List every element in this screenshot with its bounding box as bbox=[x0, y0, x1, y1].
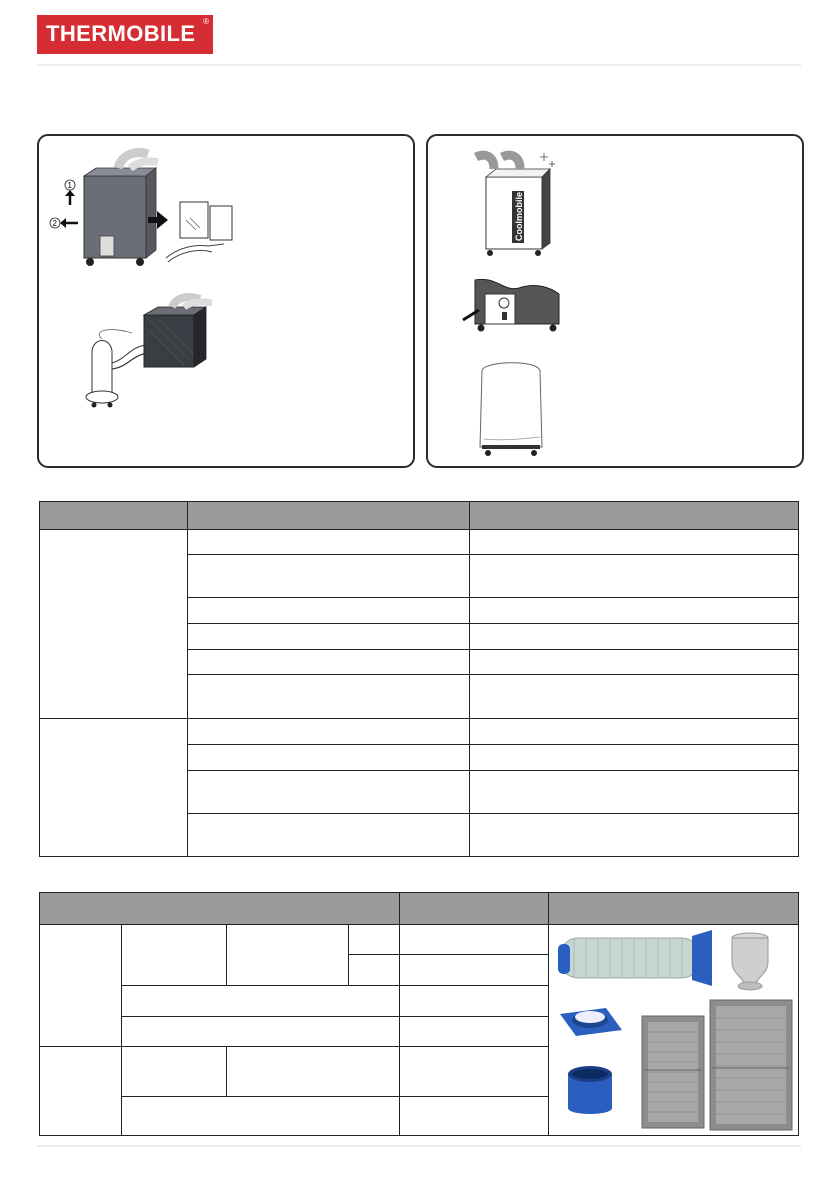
item-cell bbox=[121, 986, 399, 1017]
solution-cell bbox=[470, 555, 799, 598]
item-cell bbox=[121, 1097, 399, 1136]
registered-mark: ® bbox=[203, 17, 209, 26]
solution-cell bbox=[470, 813, 799, 856]
table-header-cell bbox=[40, 502, 188, 530]
item-cell bbox=[348, 955, 399, 986]
unit-drawing bbox=[84, 153, 158, 266]
solution-cell bbox=[470, 770, 799, 813]
cause-cell bbox=[187, 718, 470, 744]
cause-cell bbox=[187, 650, 470, 675]
unit-base-drawing bbox=[463, 279, 559, 331]
step-2-marker bbox=[50, 218, 78, 228]
unit-base-illustration bbox=[457, 266, 565, 338]
item-cell bbox=[348, 924, 399, 955]
table-header-cell bbox=[187, 502, 470, 530]
solution-cell bbox=[470, 650, 799, 675]
code-cell bbox=[399, 955, 549, 986]
cause-cell bbox=[187, 744, 470, 770]
cause-cell bbox=[187, 624, 470, 650]
solution-cell bbox=[470, 598, 799, 624]
dust-cover-drawing bbox=[480, 363, 542, 456]
problem-cell bbox=[40, 530, 188, 718]
covered-unit-illustration bbox=[472, 359, 550, 459]
category-cell bbox=[40, 924, 122, 1047]
accessory-photos bbox=[554, 922, 796, 1134]
solution-cell bbox=[470, 530, 799, 555]
code-cell bbox=[399, 1097, 549, 1136]
filter-removal-illustration bbox=[48, 148, 238, 273]
code-cell bbox=[399, 986, 549, 1017]
reducer-nozzle-photo bbox=[732, 933, 768, 990]
table-header-cell bbox=[549, 893, 799, 925]
cause-cell bbox=[187, 675, 470, 718]
solution-cell bbox=[470, 718, 799, 744]
item-cell bbox=[226, 1047, 399, 1097]
cause-cell bbox=[187, 530, 470, 555]
filter-large-photo bbox=[710, 1000, 792, 1130]
unit-drawing bbox=[476, 155, 550, 256]
step-1-label: 1 bbox=[67, 181, 72, 190]
thermobile-logo bbox=[37, 15, 213, 54]
table-header-cell bbox=[470, 502, 799, 530]
hand-cleaning-drawing bbox=[166, 202, 232, 262]
code-cell bbox=[399, 1016, 549, 1047]
problem-cell bbox=[40, 718, 188, 856]
step-2-label: 2 bbox=[52, 219, 57, 228]
item-cell bbox=[121, 1016, 399, 1047]
vacuum-cleaner-drawing bbox=[86, 330, 148, 408]
item-cell bbox=[121, 924, 226, 985]
table-header-cell bbox=[399, 893, 549, 925]
code-cell bbox=[399, 1047, 549, 1097]
solution-cell bbox=[470, 675, 799, 718]
solution-cell bbox=[470, 744, 799, 770]
vacuum-cleaning-illustration bbox=[72, 293, 232, 415]
logo-text: THERMOBILE bbox=[46, 21, 196, 46]
header-rule bbox=[37, 64, 801, 66]
category-cell bbox=[40, 1047, 122, 1136]
code-cell bbox=[399, 924, 549, 955]
solution-cell bbox=[470, 624, 799, 650]
sparkle-icon bbox=[540, 153, 555, 167]
step-1-marker bbox=[65, 180, 75, 205]
troubleshooting-table bbox=[39, 501, 799, 857]
cause-cell bbox=[187, 770, 470, 813]
cause-cell bbox=[187, 813, 470, 856]
unit-front-illustration bbox=[466, 147, 562, 259]
cause-cell bbox=[187, 555, 470, 598]
item-cell bbox=[121, 1047, 226, 1097]
product-label: Coolmobile bbox=[514, 192, 524, 241]
footer-rule bbox=[37, 1145, 801, 1147]
cause-cell bbox=[187, 598, 470, 624]
item-cell bbox=[226, 924, 348, 985]
table-header-cell bbox=[40, 893, 400, 925]
window-flange-photo bbox=[560, 1008, 622, 1036]
filter-small-photo bbox=[642, 1016, 704, 1128]
exhaust-hose-photo bbox=[558, 930, 712, 986]
hose-connector-photo bbox=[568, 1066, 612, 1114]
unit-drawing bbox=[144, 297, 212, 367]
